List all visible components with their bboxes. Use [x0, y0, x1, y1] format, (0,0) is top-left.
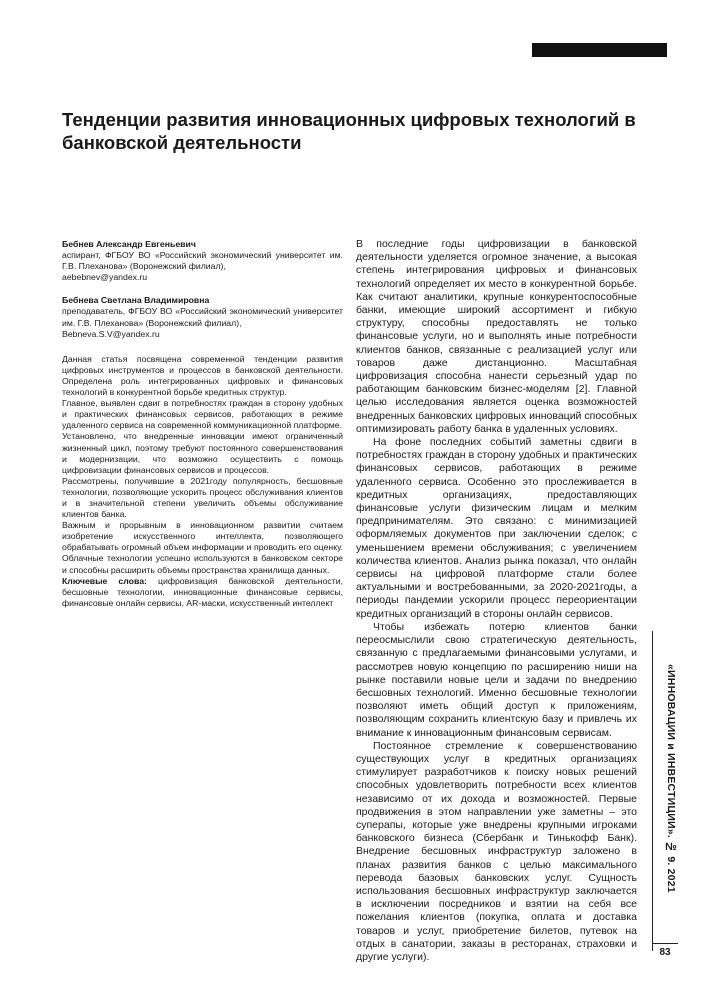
- body-paragraph: На фоне последних событий заметны сдвиги в потребностях граждан в сторону удобных и практических финансовых сервисов, работающих в режиме удаленного сервиса. Особенно это прослеживается в кредитных организациях, предоставляющих финансовые услуги физическим лицам и мелким предпринимателям. Это связано: с минимизацией оформляемых документов при заключении сделок; с уменьшением времени обслуживания; с увеличением количества клиентов. Анализ рынка показал, что онлайн сервисы на цифровой платформе стали более актуальными и востребованными, за 2020-2021годы, а периоды пандемии ускорили процесс переориентации кредитных организаций в стороны онлайн сервисов.: [356, 436, 637, 620]
- author-email: Bebneva.S.V@yandex.ru: [62, 328, 160, 339]
- left-column: [62, 239, 343, 609]
- author-block-1: [62, 239, 343, 283]
- side-rule: [652, 631, 653, 951]
- author-block-2: [62, 295, 343, 339]
- header-decor-bar: [532, 43, 667, 57]
- article-title: Тенденции развития инновационных цифровых технологий в банковской деятельности: [62, 109, 636, 153]
- author-name: Бебнев Александр Евгеньевич: [62, 239, 196, 249]
- keywords: [62, 576, 343, 609]
- author-email: aebebnev@yandex.ru: [62, 272, 148, 283]
- abstract-paragraph: Важным и прорывным в инновационном развитии считаем изобретение искусственного интеллекта, позволяющего обрабатывать огромный объем информации и проводить его оценку. Облачные технологии успешно используются в банковском секторе и способны расширить объемы пространства хранилища данных.: [62, 520, 343, 575]
- author-affiliation: преподаватель, ФГБОУ ВО «Российский экономический университет им. Г.В. Плеханова» (Воронежский филиал),: [62, 306, 343, 328]
- body-paragraph: В последние годы цифровизации в банковской деятельности уделяется огромное значение, а высокая степень интегрирования цифровых и финансовых технологий определяет их место в конкурентной борьбе. Как считают аналитики, крупные конкурентоспособные банки, имеющие широкий ассортимент и гибкую структуру, способны предоставлять не только финансовые услуги, но и выполнять иные потребности клиентов банков, связанные с реализацией услуг или товаров даже дистанционно. Масштабная цифровизация способна нанести серьезный удар по работающим банковским бизнес-моделям [2]. Главной целью исследования является оценка возможностей внедренных банковских цифровых инноваций способных оптимизировать работу банка в удаленных условиях.: [356, 238, 637, 435]
- author-affiliation: аспирант, ФГБОУ ВО «Российский экономический университет им. Г.В. Плеханова» (Воронежский филиал),: [62, 250, 343, 272]
- keywords-label: Ключевые слова:: [62, 575, 147, 586]
- abstract-paragraph: Установлено, что внедренные инновации имеют ограниченный жизненный цикл, поэтому требуют постоянного совершенствования и модернизации, что возможно осуществить с помощь цифровизации финансовых сервисов и процессов.: [62, 431, 343, 475]
- abstract-paragraph: Главное, выявлен сдвиг в потребностях граждан в сторону удобных и практических финансовых сервисов, работающих в режиме удаленного сервиса на современной коммуникационной платформе.: [62, 398, 343, 431]
- page-number: 83: [659, 947, 671, 958]
- abstract: [62, 354, 343, 609]
- body-column: [356, 238, 637, 964]
- keywords-text: цифровизация банковской деятельности, бесшовные технологии, инновационные финансовые сервисы, финансовые онлайн сервисы, AR-маски, искусственный интеллект: [62, 575, 343, 608]
- abstract-paragraph: Данная статья посвящена современной тенденции развития цифровых инструментов и процессов в банковской деятельности. Определена роль интегрированных цифровых и финансовых технологий в конкурентной борьбе кредитных структур.: [62, 353, 343, 398]
- body-paragraph: Чтобы избежать потерю клиентов банки переосмыслили свою стратегическую деятельность, связанную с предлагаемыми финансовыми услугами, и рассмотрев новую концепцию по расширению ниши на рынке поставили новые цели и задачи по внедрению бесшовных технологий. Именно бесшовные технологии позволяют иметь общий доступ к приложениям, позволяющим сохранить клиентскую базу и привлечь их внимание к инновационным финансовым сервисам.: [356, 620, 637, 739]
- abstract-paragraph: Рассмотрены, получившие в 2021году популярность, бесшовные технологии, позволяющие ускорить процесс обслуживания клиентов и в значительной степени увеличить объемы обслуживание клиентов банка.: [62, 475, 343, 520]
- page-number-rule: [652, 943, 678, 944]
- author-name: Бебнева Светлана Владимировна: [62, 295, 210, 306]
- body-paragraph: Постоянное стремление к совершенствованию существующих услуг в кредитных организациях стимулирует разработчиков к поиску новых решений способных удовлетворить потребности всех клиентов независимо от их дохода и возможностей. Первые продвижения в этом направлении уже заметны – это суперапы, которые уже внедрены крупными игроками банковского бизнеса (Сбербанк и Тинькофф Банк). Внедрение бесшовных инфраструктур заложено в планах развития банков с целью максимального перевода базовых банковских услуг. Сущность использования бесшовных инфраструктур заключается в исключении посредников и взятии на себя все пожелания клиентов (покупка, оплата и доставка товаров и услуг, приобретение билетов, путевок на отдых в санатории, заказы в ресторанах, страховки и другие услуги).: [356, 739, 637, 963]
- journal-running-title: «ИННОВАЦИИ и ИНВЕСТИЦИИ». № 9. 2021: [665, 664, 677, 893]
